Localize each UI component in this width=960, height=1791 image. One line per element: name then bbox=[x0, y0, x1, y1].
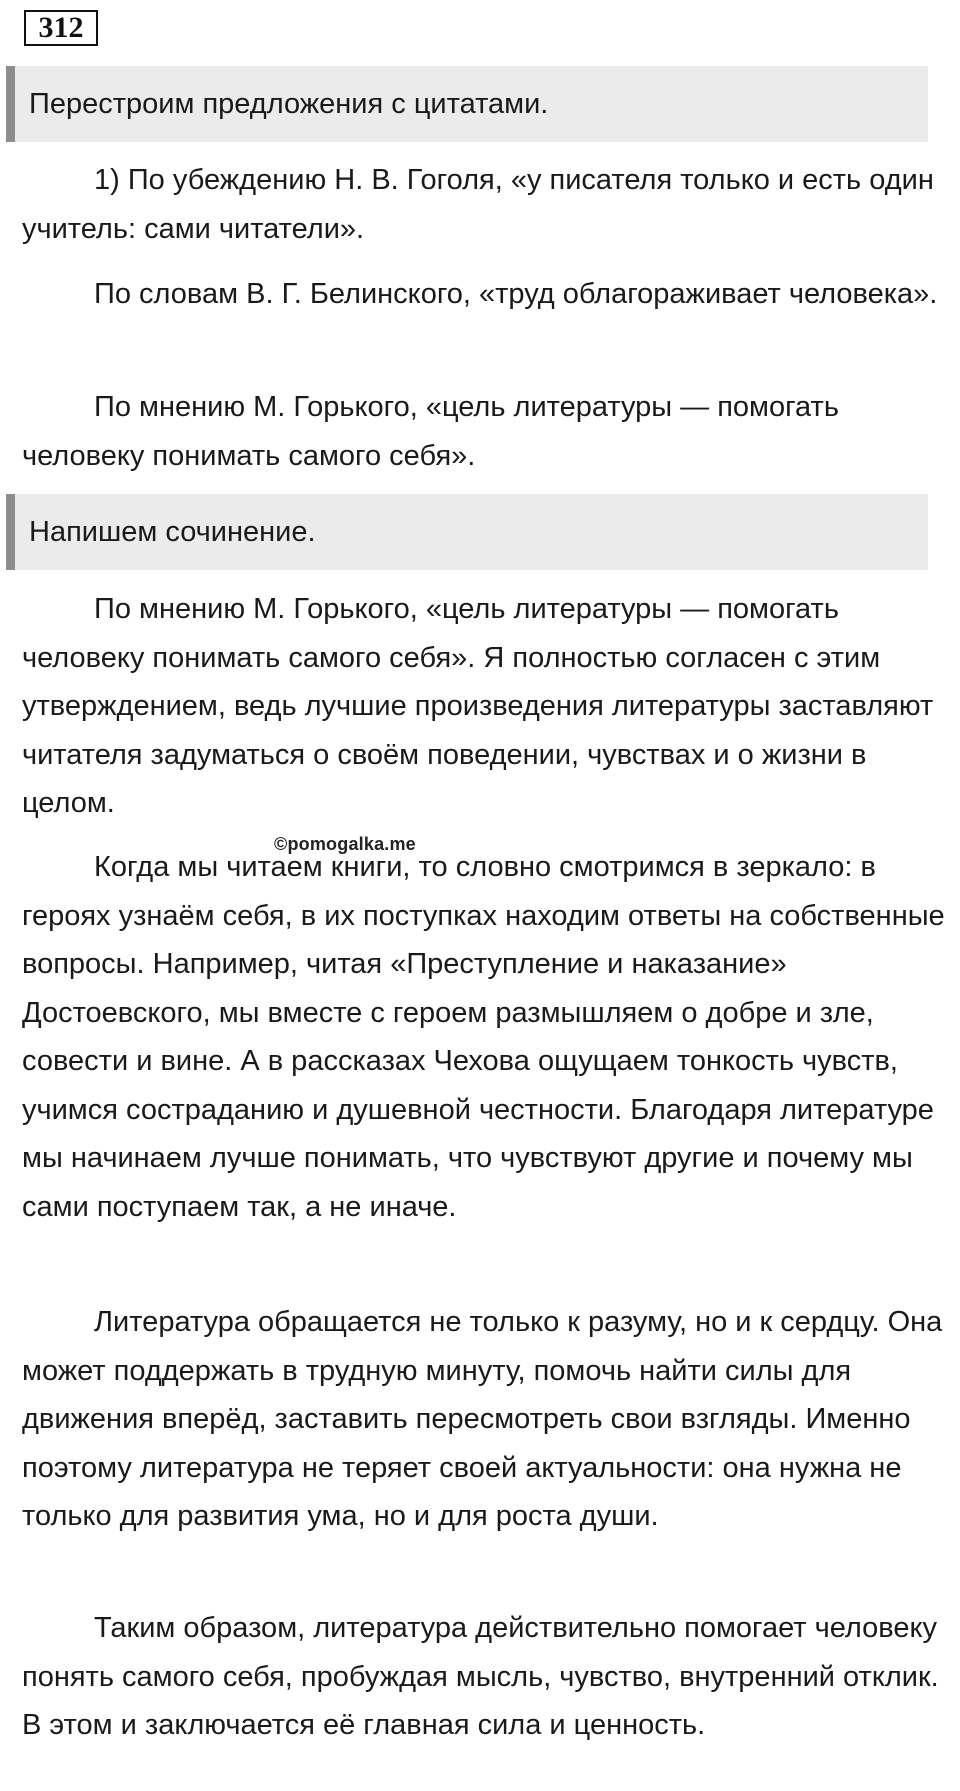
paragraph-gorky: По мнению М. Горького, «цель литературы — помогать человеку понимать самого себя». bbox=[22, 391, 839, 472]
task-number-badge: 312 bbox=[24, 10, 98, 46]
essay-paragraph-conclusion: Таким образом, литература действительно помогает человеку понять самого себя, пробуждая мысль, чувство, внутренний отклик. В этом и заключается её главная сила и ценность. bbox=[22, 1612, 939, 1741]
paragraph-gogol: 1) По убеждению Н. В. Гоголя, «у писателя только и есть один учитель: сами читатели». bbox=[22, 164, 934, 245]
essay-paragraph-heart: Литература обращается не только к разуму, но и к сердцу. Она может поддержать в трудную минуту, помочь найти силы для движения вперёд, заставить пересмотреть свои взгляды. Именно поэтому литература не теряет своей актуальности: она нужна не только для развития ума, но и для роста души. bbox=[22, 1306, 943, 1532]
essay-paragraph-mirror: Когда мы читаем книги, то словно смотримся в зеркало: в героях узнаём себя, в их поступках находим ответы на собственные вопросы. Например, читая «Преступление и наказание» Достоевского, мы вместе с героем размышляем о добре и зле, совести и вине. А в рассказах Чехова ощущаем тонкость чувств, учимся состраданию и душевной честности. Благодаря литературе мы начинаем лучше понимать, что чувствуют другие и почему мы сами поступаем так, а не иначе. bbox=[22, 851, 945, 1223]
paragraph-belinsky: По словам В. Г. Белинского, «труд облагораживает человека». bbox=[94, 278, 938, 310]
section-header-essay: Напишем сочинение. bbox=[6, 494, 928, 570]
watermark-text: ©pomogalka.me bbox=[274, 834, 416, 854]
essay-paragraph-intro: По мнению М. Горького, «цель литературы — помогать человеку понимать самого себя». Я полностью согласен с этим утверждением, ведь лучшие произведения литературы заставляют читателя задуматься о своём поведении, чувствах и о жизни в целом. bbox=[22, 593, 934, 819]
section-header-rephrase: Перестроим предложения с цитатами. bbox=[6, 66, 928, 142]
